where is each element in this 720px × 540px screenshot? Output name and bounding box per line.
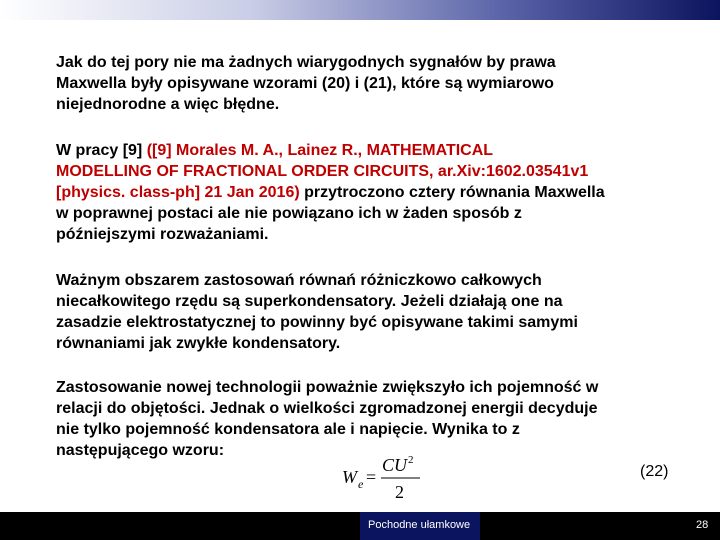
p3-line-4: równaniami jak zwykłe kondensatory. xyxy=(56,335,341,352)
p3-line-3: zasadzie elektrostatycznej to powinny być opisywane takimi samymi xyxy=(56,314,578,331)
formula-numerator: CU xyxy=(382,455,408,475)
formula-lhs: W xyxy=(342,467,357,487)
p1-line-2: Maxwella były opisywane wzorami (20) i (21), które są wymiarowo xyxy=(56,75,554,92)
top-gradient-bar xyxy=(0,0,720,20)
p1-line-3: niejednorodne a więc błędne. xyxy=(56,96,280,113)
citation-line-2: MODELLING OF FRACTIONAL ORDER CIRCUITS, ar.Xiv:1602.03541v1 xyxy=(56,163,589,180)
formula-denominator: 2 xyxy=(395,482,404,501)
energy-formula xyxy=(340,453,430,501)
p3-line-2: niecałkowitego rzędu są superkondensatory. Jeżeli działają one na xyxy=(56,293,563,310)
citation-line-3: [physics. class-ph] 21 Jan 2016) xyxy=(56,184,300,201)
paragraph-4 xyxy=(56,377,598,461)
footer-title: Pochodne ułamkowe xyxy=(368,519,471,531)
p2-line-4: w poprawnej postaci ale nie powiązano ich w żaden sposób z xyxy=(56,205,522,222)
p1-line-1: Jak do tej pory nie ma żadnych wiarygodnych sygnałów by prawa xyxy=(56,54,556,71)
citation-line-1: ([9] Morales M. A., Lainez R., MATHEMATICAL xyxy=(146,142,494,159)
page-number: 28 xyxy=(696,519,709,531)
paragraph-1 xyxy=(56,52,556,115)
p2-line-5: późniejszymi rozważaniami. xyxy=(56,226,269,243)
paragraph-3 xyxy=(56,270,578,354)
p2-line-3-text: przytroczono cztery równania Maxwella xyxy=(299,184,605,201)
p4-line-2: relacji do objętości. Jednak o wielkości zgromadzonej energii decyduje xyxy=(56,400,598,417)
p3-line-1: Ważnym obszarem zastosowań równań różniczkowo całkowych xyxy=(56,272,542,289)
formula-lhs-subscript: e xyxy=(358,477,364,491)
p2-line-1-text: W pracy [9] xyxy=(56,142,147,159)
p4-line-4: następującego wzoru: xyxy=(56,442,225,459)
equation-number: (22) xyxy=(640,463,669,480)
formula-equals: = xyxy=(366,467,377,487)
formula-numerator-superscript: 2 xyxy=(408,454,414,466)
p4-line-1: Zastosowanie nowej technologii poważnie zwiększyło ich pojemność w xyxy=(56,379,599,396)
paragraph-2 xyxy=(56,140,605,245)
p4-line-3: nie tylko pojemność kondensatora ale i napięcie. Wynika to z xyxy=(56,421,520,438)
